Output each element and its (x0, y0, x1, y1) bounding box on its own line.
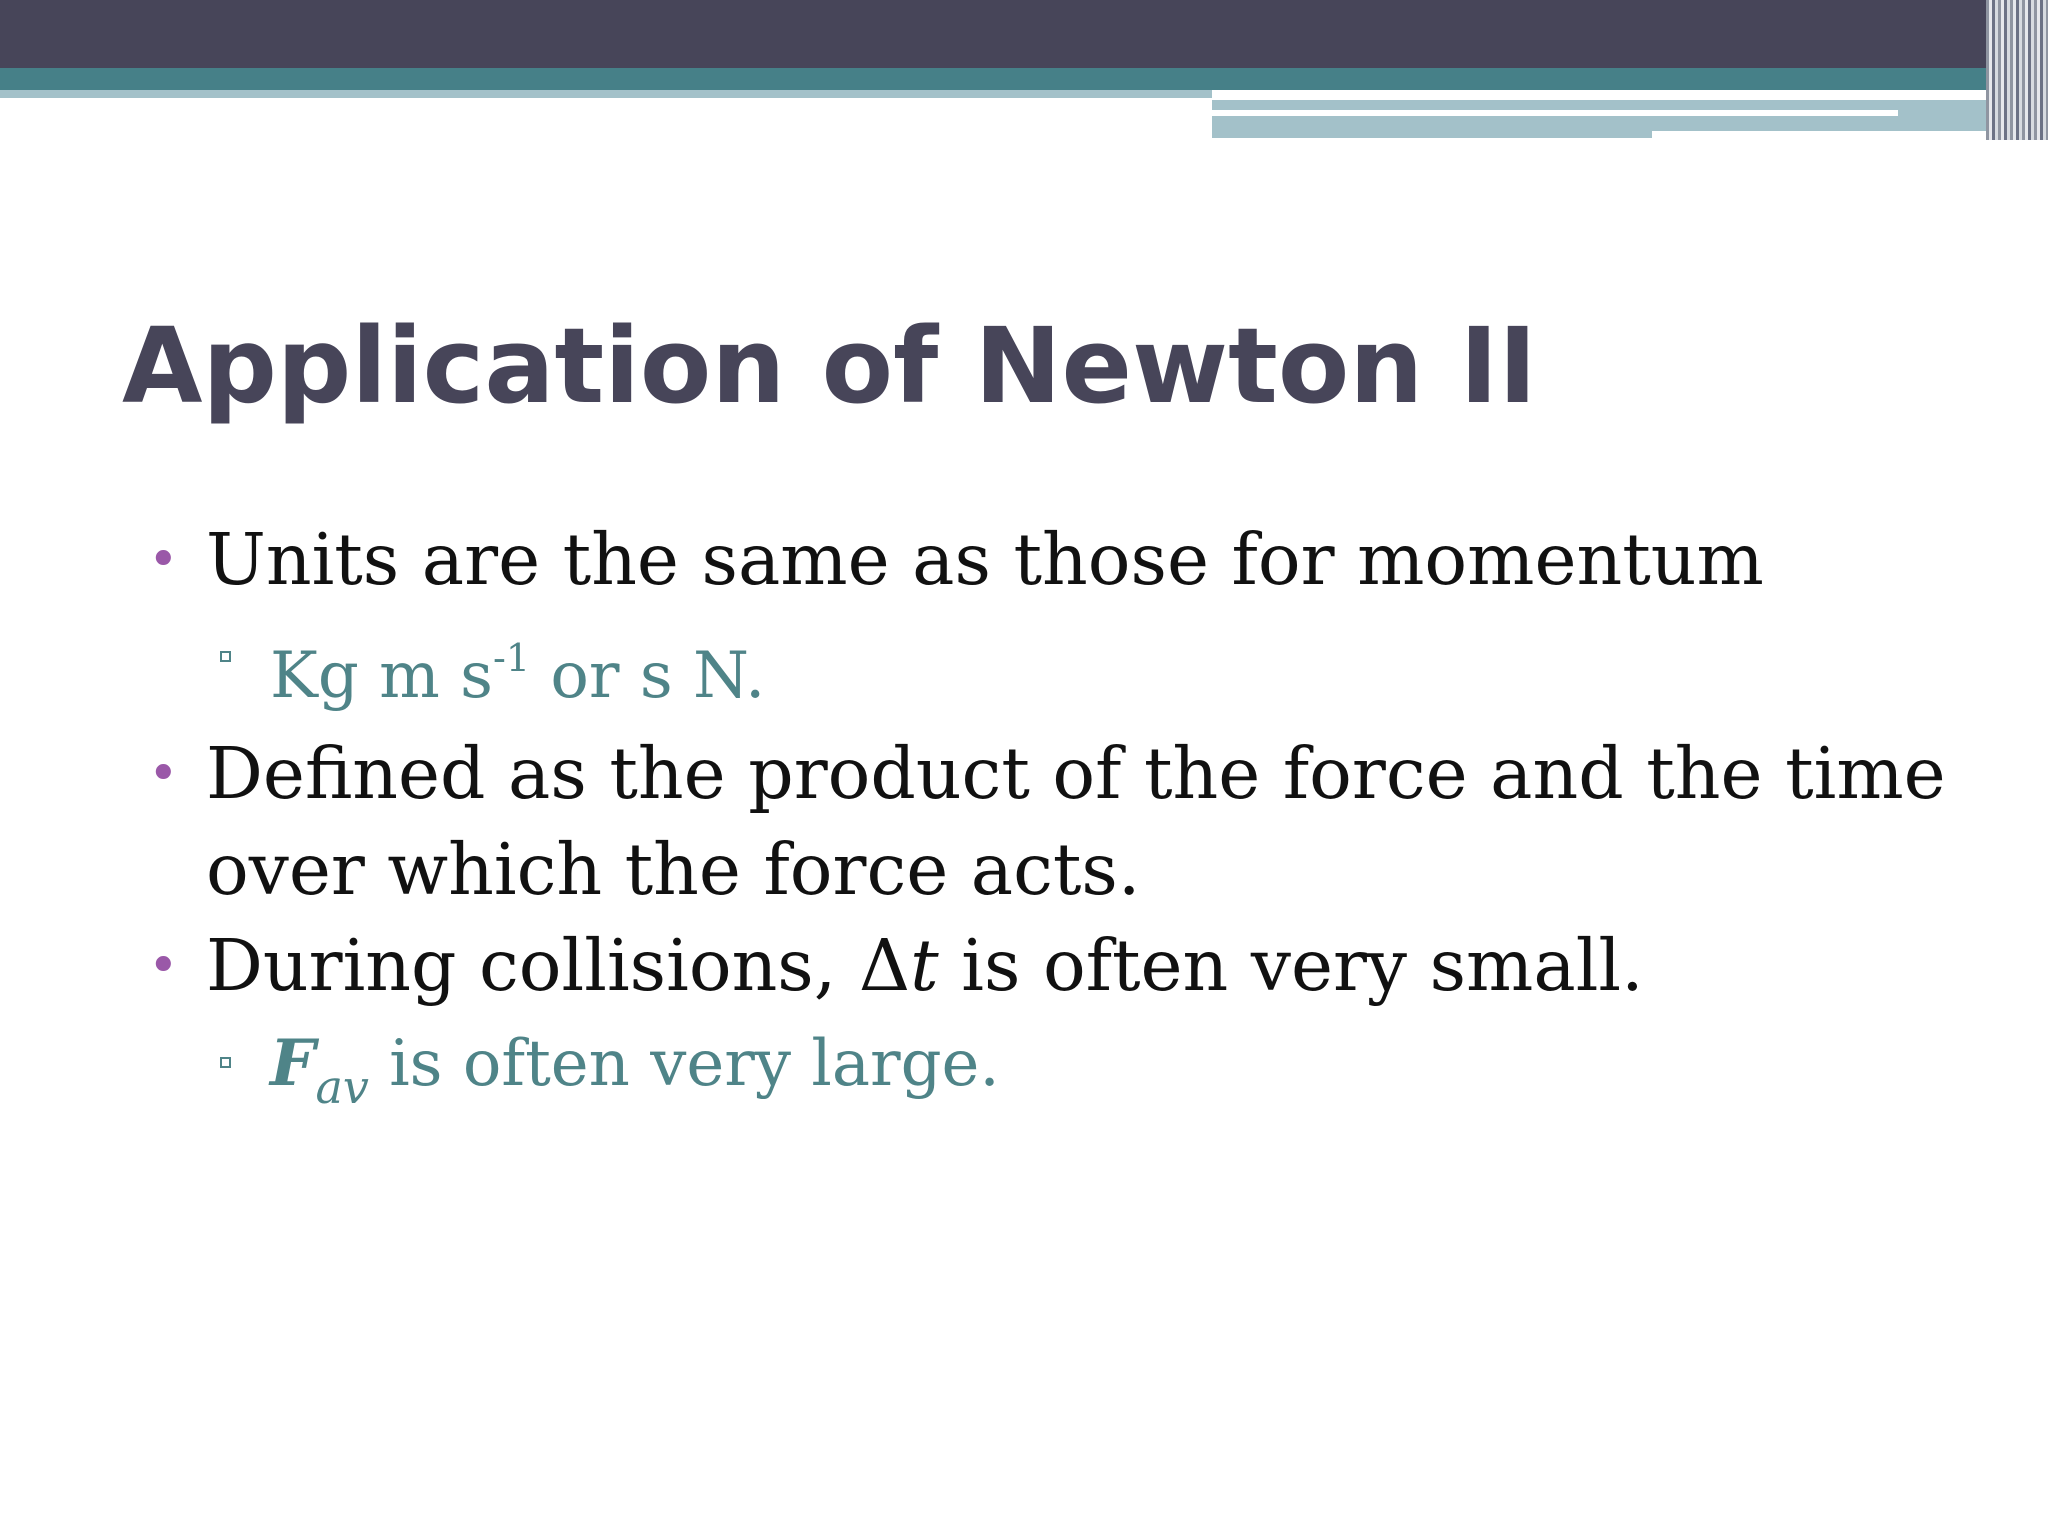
header-stripes (1986, 0, 2048, 140)
header-band-light-left (0, 90, 1212, 98)
header-band-teal (0, 68, 2048, 90)
square-bullet-icon (220, 651, 231, 662)
subscript: av (315, 1060, 369, 1114)
bullet-dot-icon: • (148, 936, 179, 996)
sub-bullet-item (148, 1014, 2008, 1137)
sub-bullet-item (148, 608, 2008, 726)
sub-bullet-text: is often very large. (368, 1027, 1000, 1101)
bullet-text: is often very small. (938, 924, 1644, 1007)
bullet-item (148, 918, 2008, 1014)
sub-bullet-text: or s N. (530, 639, 766, 713)
bullet-dot-icon: • (148, 530, 179, 590)
force-symbol: F (270, 1026, 316, 1101)
bullet-dot-icon: • (148, 744, 179, 804)
header-line (1652, 131, 2008, 139)
bullet-text: Units are the same as those for momentum (206, 518, 1764, 601)
header-band-dark (0, 0, 2048, 68)
bullet-text: Defined as the product of the force and the time (206, 732, 1946, 815)
header-line (1212, 110, 1898, 116)
square-bullet-icon (220, 1057, 231, 1068)
slide-body (148, 512, 2008, 1137)
time-variable: t (910, 924, 939, 1007)
bullet-text: During collisions, Δ (206, 924, 911, 1007)
bullet-item (148, 512, 2008, 608)
bullet-item (148, 726, 2008, 918)
sub-bullet-text: Kg m s (270, 639, 493, 713)
superscript: -1 (493, 636, 531, 680)
slide-title: Application of Newton II (122, 305, 1537, 427)
bullet-text: over which the force acts. (206, 828, 1141, 911)
